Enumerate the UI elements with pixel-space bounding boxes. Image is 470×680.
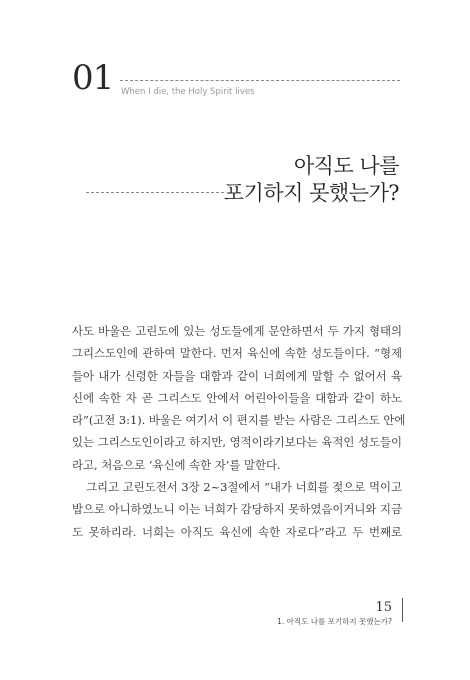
title-divider — [86, 192, 224, 193]
body-line: 도 못하리라. 너희는 아직도 육신에 속한 자로다”라고 두 번째로 — [72, 524, 402, 539]
body-line: 라고, 처음으로 ‘육신에 속한 자’를 말한다. — [72, 457, 281, 472]
chapter-divider — [120, 80, 400, 81]
body-line: 사도 바울은 고린도에 있는 성도들에게 문안하면서 두 가지 형태의 — [72, 324, 402, 338]
chapter-subtitle: When I die, the Holy Spirit lives — [121, 87, 255, 97]
chapter-number: 01 — [72, 58, 114, 98]
page-number: 15 — [375, 600, 392, 615]
body-line: 밥으로 아니하였노니 이는 너희가 감당하지 못하였음이거니와 지금 — [72, 502, 402, 517]
body-line: 있는 그리스도인이라고 하지만, 영적이라기보다는 육적인 성도들이 — [72, 435, 402, 450]
chapter-title-line-2: 포기하지 못했는가? — [223, 181, 399, 205]
chapter-title-line-1: 아직도 나를 — [293, 154, 399, 178]
running-footer: 1. 아직도 나를 포기하지 못했는가? — [277, 617, 392, 626]
body-line: 들아 내가 신령한 자들을 대함과 같이 너희에게 말할 수 없어서 육 — [72, 368, 402, 383]
body-line: 그리스도인에 관하여 말한다. 먼저 육신에 속한 성도들이다. “형제 — [72, 346, 402, 361]
body-line: 그리고 고린도전서 3장 2~3절에서 “내가 너희를 젖으로 먹이고 — [86, 480, 402, 495]
body-line: 신에 속한 자 곧 그리스도 안에서 어린아이들을 대함과 같이 하노 — [72, 390, 402, 405]
footer-rule — [402, 598, 403, 622]
body-text — [72, 320, 406, 543]
body-line: 라”(고전 3:1). 바울은 여기서 이 편지를 받는 사람은 그리스도 안에 — [72, 413, 406, 428]
